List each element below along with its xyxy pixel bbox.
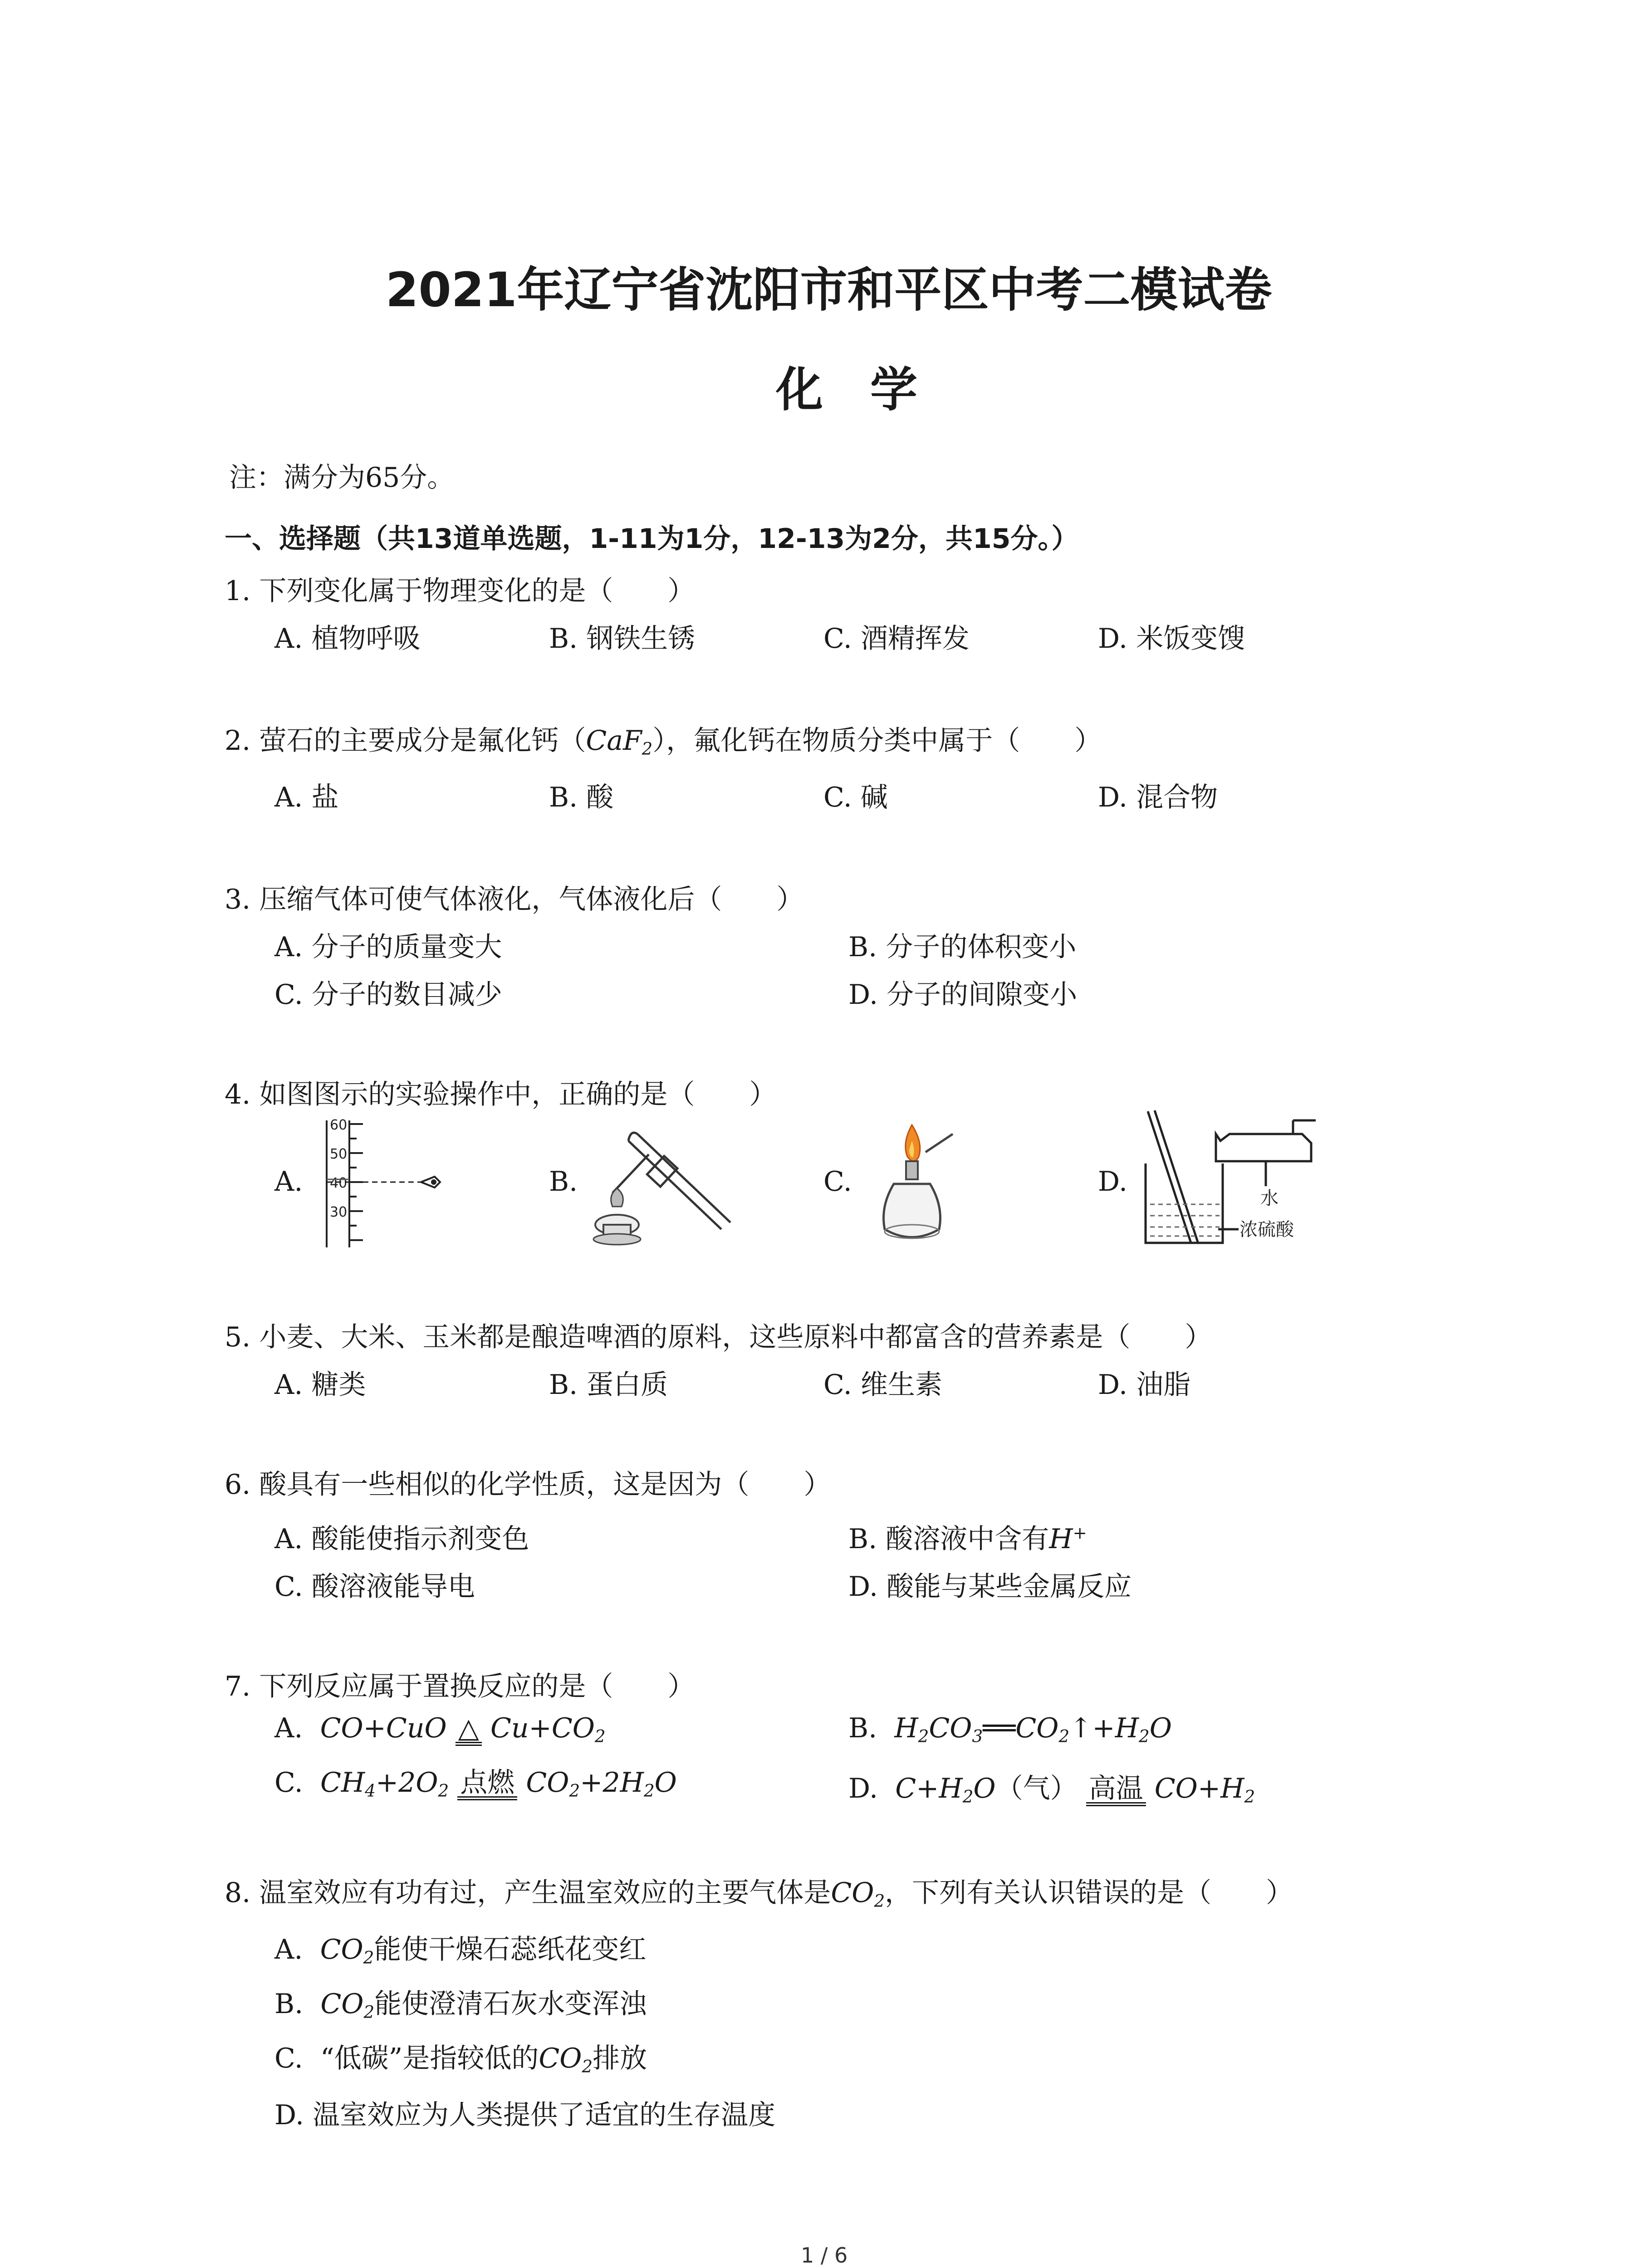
q4-label-d: D. <box>1098 1166 1128 1198</box>
q8-option-c: C. “低碳”是指较低的$CO_2$排放 <box>274 2043 647 2077</box>
tick-30: 30 <box>330 1204 348 1220</box>
concentrated-sulfuric-acid-label: 浓硫酸 <box>1239 1219 1294 1240</box>
q6-option-d: D. 酸能与某些金属反应 <box>848 1571 1132 1603</box>
q3-option-c: C. 分子的数目减少 <box>274 979 502 1011</box>
q7-option-d: D. $C+H_2O$（气） 高温 $CO+H_2$ <box>848 1773 1255 1807</box>
q7-option-c: C. $CH_4+2O_2$ 点燃 $CO_2+2H_2O$ <box>274 1767 677 1801</box>
q2-option-a: A. 盐 <box>274 782 339 813</box>
heating-test-tube-figure <box>585 1116 740 1252</box>
q3-option-b: B. 分子的体积变小 <box>848 931 1077 963</box>
q2-stem-start: 2. 萤石的主要成分是氟化钙（ <box>225 725 586 757</box>
q1-option-c: C. 酒精挥发 <box>823 623 970 655</box>
question-2-stem <box>225 719 1102 758</box>
question-7-stem: 7. 下列反应属于置换反应的是（ ） <box>225 1671 695 1702</box>
eye-icon <box>421 1177 440 1188</box>
q3-option-d: D. 分子的间隙变小 <box>848 979 1078 1011</box>
q4-label-b: B. <box>549 1166 578 1198</box>
q5-option-a: A. 糖类 <box>274 1369 366 1401</box>
dilute-sulfuric-acid-figure <box>1139 1107 1352 1256</box>
water-label: 水 <box>1260 1188 1279 1209</box>
page-title: 2021年辽宁省沈阳市和平区中考二模试卷 <box>386 262 1272 318</box>
q2-formula: CaF$_2$ <box>586 725 653 759</box>
q1-option-b: B. 钢铁生锈 <box>549 623 696 655</box>
subject-title: 化 学 <box>776 362 918 417</box>
heat-condition: △ <box>456 1715 482 1746</box>
q5-option-b: B. 蛋白质 <box>549 1369 668 1401</box>
q7-option-a: A. CO+CuO △ $Cu+CO_2$ <box>274 1712 606 1746</box>
question-8-stem: 8. 温室效应有功有过，产生温室效应的主要气体是$CO_2$，下列有关认识错误的是（ ） <box>225 1877 1293 1911</box>
question-1-stem: 1. 下列变化属于物理变化的是（ ） <box>225 575 695 607</box>
ignite-condition: 点燃 <box>457 1769 517 1800</box>
q6-option-c: C. 酸溶液能导电 <box>274 1571 475 1603</box>
q4-label-a: A. <box>274 1166 303 1198</box>
q2-option-b: B. 酸 <box>549 782 614 813</box>
q2-stem-end: ），氟化钙在物质分类中属于（ ） <box>652 725 1102 757</box>
score-note: 注：满分为65分。 <box>229 462 455 494</box>
q4-label-c: C. <box>823 1166 852 1198</box>
tick-50: 50 <box>330 1146 348 1162</box>
q8-option-b: B. $CO_2$能使澄清石灰水变浑浊 <box>274 1988 647 2022</box>
question-4-stem: 4. 如图图示的实验操作中，正确的是（ ） <box>225 1079 777 1110</box>
hydrogen-ion: H+ <box>1049 1523 1087 1555</box>
tick-60: 60 <box>330 1117 348 1133</box>
q7-option-b: B. $H_2CO_3══CO_2↑+H_2O$ <box>848 1712 1172 1746</box>
graduated-cylinder-reading-figure <box>318 1116 449 1252</box>
section-heading: 一、选择题（共13道单选题，1-11为1分，12-13为2分，共15分。） <box>225 523 1079 555</box>
q6-option-b: B. 酸溶液中含有H+ <box>848 1523 1087 1555</box>
q2-option-c: C. 碱 <box>823 782 888 813</box>
q6-option-a: A. 酸能使指示剂变色 <box>274 1523 529 1555</box>
tick-40: 40 <box>330 1175 348 1191</box>
alcohol-lamp-figure <box>862 1116 962 1252</box>
q8-option-d: D. 温室效应为人类提供了适宜的生存温度 <box>274 2099 776 2131</box>
high-temperature-condition: 高温 <box>1086 1775 1146 1806</box>
page-number: 1 / 6 <box>801 2243 848 2268</box>
question-3-stem: 3. 压缩气体可使气体液化，气体液化后（ ） <box>225 884 804 915</box>
q2-option-d: D. 混合物 <box>1098 782 1218 813</box>
question-5-stem: 5. 小麦、大米、玉米都是酿造啤酒的原料，这些原料中都富含的营养素是（ ） <box>225 1321 1212 1353</box>
q1-option-d: D. 米饭变馊 <box>1098 623 1245 655</box>
q8-option-a: A. $CO_2$能使干燥石蕊纸花变红 <box>274 1934 647 1968</box>
q5-option-c: C. 维生素 <box>823 1369 942 1401</box>
q5-option-d: D. 油脂 <box>1098 1369 1191 1401</box>
q3-option-a: A. 分子的质量变大 <box>274 931 502 963</box>
question-6-stem: 6. 酸具有一些相似的化学性质，这是因为（ ） <box>225 1469 831 1501</box>
q1-option-a: A. 植物呼吸 <box>274 623 421 655</box>
